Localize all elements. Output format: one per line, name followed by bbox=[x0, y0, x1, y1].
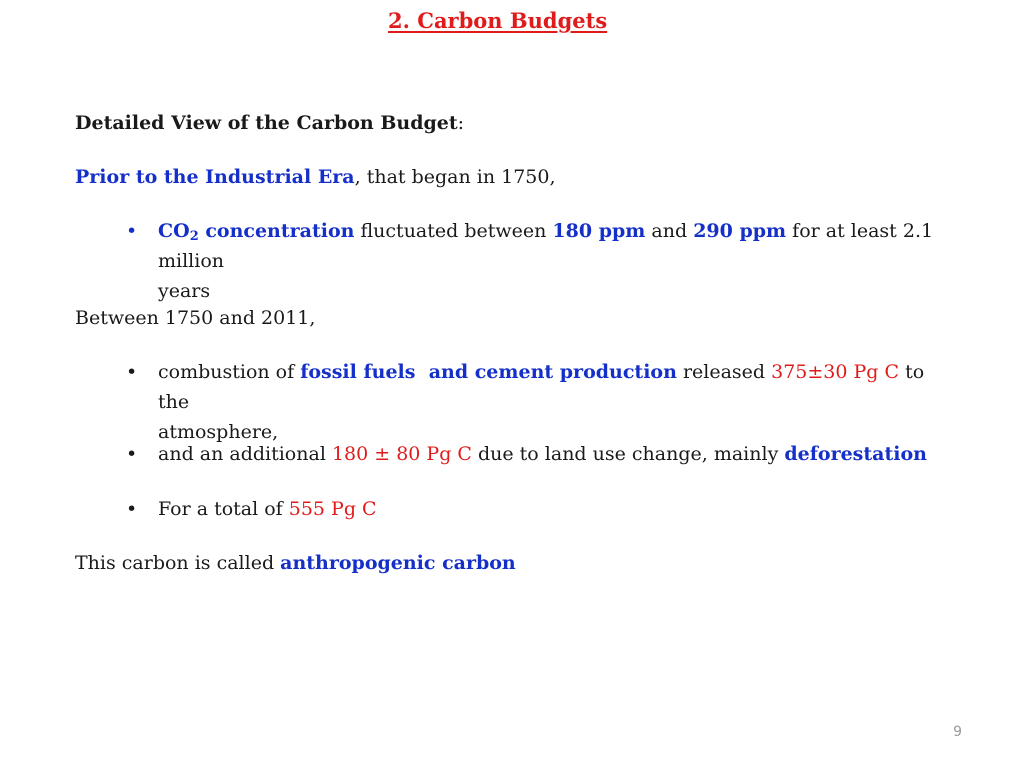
page-number: 9 bbox=[953, 724, 962, 740]
detailed-view-heading bbox=[75, 108, 464, 138]
bullet-total-text bbox=[158, 494, 958, 524]
bullet2-text-3: to the bbox=[158, 361, 925, 413]
bullet2-text-2: released bbox=[676, 361, 772, 383]
bullet-dot: • bbox=[126, 361, 138, 383]
bullet-fossil-text bbox=[158, 357, 958, 447]
prior-industrial-rest: , that began in 1750, bbox=[354, 166, 556, 188]
closing-line bbox=[75, 548, 516, 578]
anthropogenic-carbon-emphasis: anthropogenic carbon bbox=[280, 552, 516, 574]
bullet-co2-concentration bbox=[126, 216, 958, 306]
bullet-land-use bbox=[126, 439, 958, 469]
detailed-view-colon: : bbox=[457, 112, 465, 134]
value-290-ppm: 290 ppm bbox=[693, 220, 787, 242]
prior-industrial-line bbox=[75, 162, 556, 192]
bullet-land-use-text bbox=[158, 439, 958, 469]
bullet1-text-3: for at least 2.1 million bbox=[158, 220, 934, 272]
bullet2-text-4: atmosphere, bbox=[158, 421, 279, 443]
concentration-text: concentration bbox=[198, 220, 355, 242]
co2-subscript: 2 bbox=[189, 229, 199, 244]
value-555-pgc: 555 Pg C bbox=[288, 498, 377, 520]
bullet-co2-text bbox=[158, 216, 958, 306]
fossil-fuels-emphasis: fossil fuels and cement production bbox=[300, 361, 677, 383]
co2-label bbox=[158, 220, 354, 242]
co-text: CO bbox=[158, 220, 190, 242]
bullet1-text-4: years bbox=[158, 280, 211, 302]
bullet1-text-2: and bbox=[645, 220, 694, 242]
value-180-ppm: 180 ppm bbox=[552, 220, 646, 242]
between-years-text: Between 1750 and 2011, bbox=[75, 307, 316, 329]
deforestation-emphasis: deforestation bbox=[784, 443, 927, 465]
value-375-pgc: 375±30 Pg C bbox=[771, 361, 900, 383]
between-years-line bbox=[75, 303, 315, 333]
bullet3-text-2: due to land use change, mainly bbox=[471, 443, 785, 465]
value-180-pgc: 180 ± 80 Pg C bbox=[331, 443, 472, 465]
bullet-dot: • bbox=[126, 220, 138, 242]
bullet3-text-1: and an additional bbox=[158, 443, 332, 465]
bullet-dot: • bbox=[126, 443, 138, 465]
prior-industrial-era: Prior to the Industrial Era bbox=[75, 166, 355, 188]
bullet2-text-1: combustion of bbox=[158, 361, 301, 383]
bullet-fossil-fuels bbox=[126, 357, 958, 447]
bullet-total bbox=[126, 494, 958, 524]
closing-text: This carbon is called bbox=[75, 552, 281, 574]
bullet1-text-1: fluctuated between bbox=[354, 220, 553, 242]
bullet4-text-1: For a total of bbox=[158, 498, 289, 520]
detailed-view-heading-text: Detailed View of the Carbon Budget bbox=[75, 112, 458, 134]
bullet-dot: • bbox=[126, 498, 138, 520]
slide-title: 2. Carbon Budgets bbox=[388, 8, 608, 33]
